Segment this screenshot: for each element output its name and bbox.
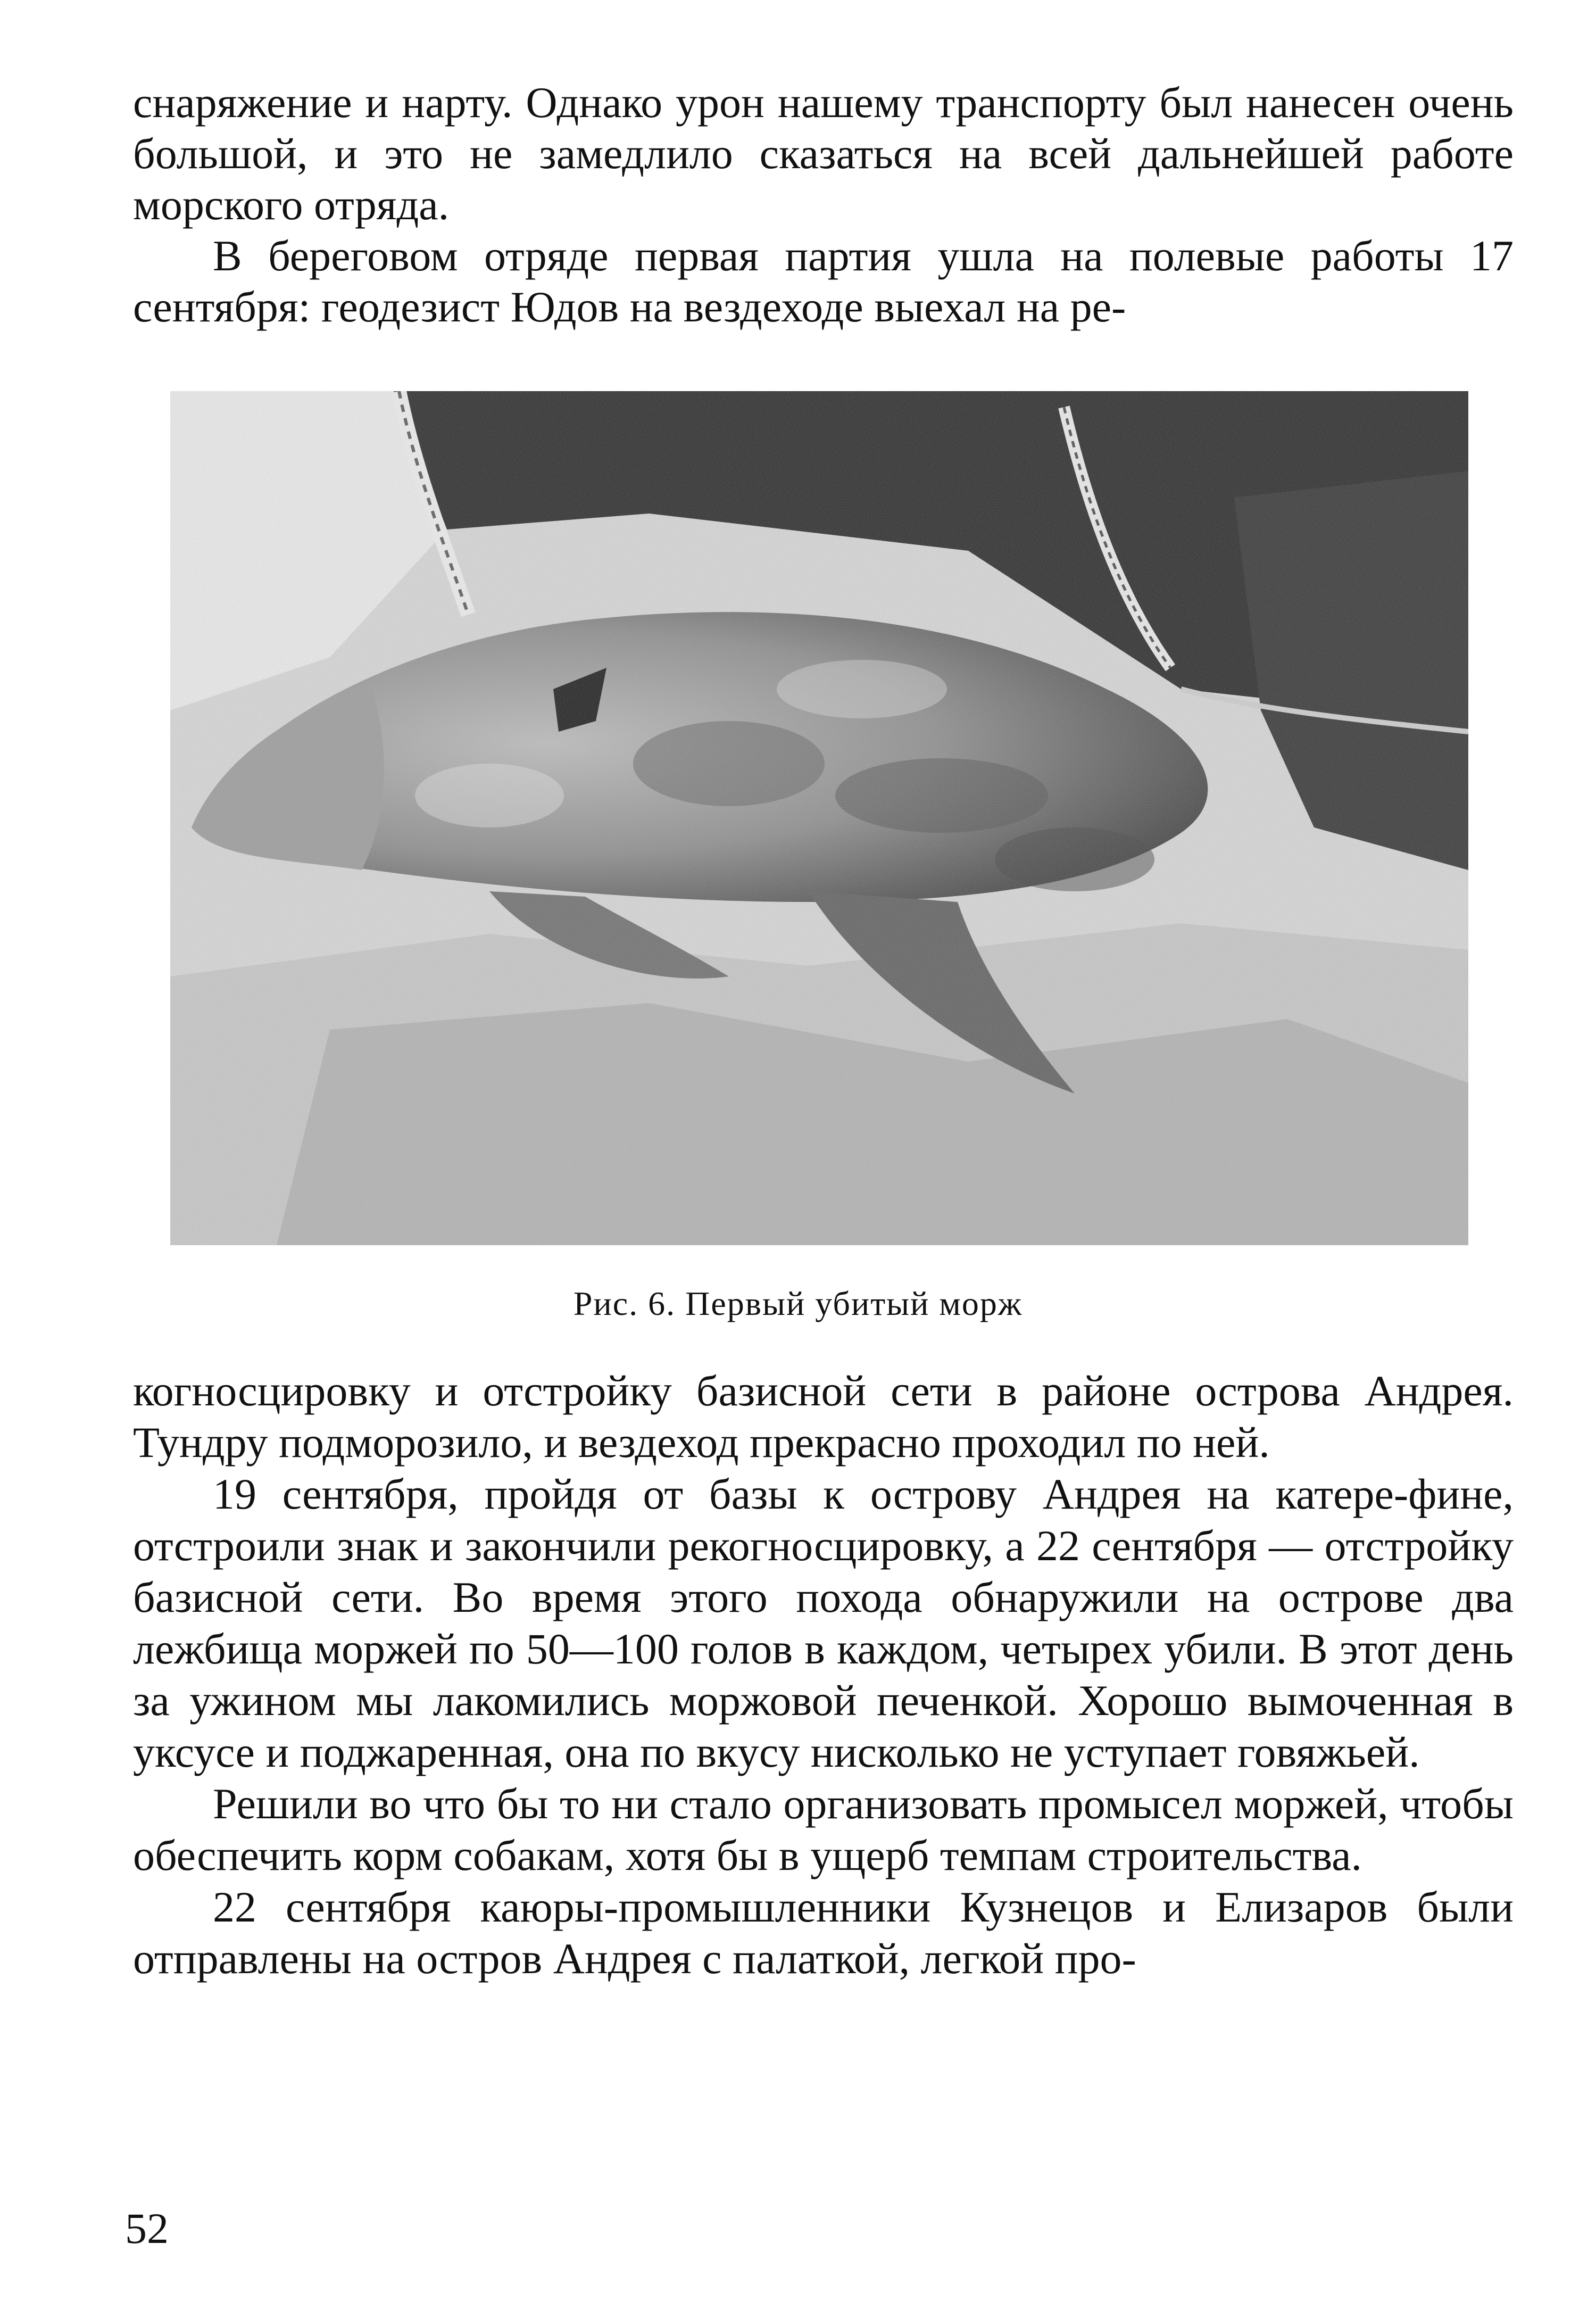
top-text-block: [133, 77, 1514, 333]
paragraph-september-22: 22 сентября каюры-промышленники Кузнецов и Елизаров были отправлены на остров Андрея с палаткой, легкой про-: [133, 1883, 1514, 1983]
figure-caption: Рис. 6. Первый убитый морж: [573, 1285, 1023, 1322]
paragraph-continuation: снаряжение и нарту. Однако урон нашему транспорту был нанесен очень большой, и это не замедлило сказаться на всей дальнейшей работе морского отряда.: [133, 78, 1514, 229]
bottom-text-block: [133, 1365, 1514, 1984]
paragraph-reconnaissance: когносцировку и отстройку базисной сети в районе острова Андрея. Тундру подморозило, и вездеход прекрасно проходил по ней.: [133, 1367, 1514, 1467]
page-number: 52: [125, 2204, 169, 2253]
paragraph-shore-party: В береговом отряде первая партия ушла на полевые работы 17 сентября: геодезист Юдов на вездеходе выехал на ре-: [133, 231, 1514, 331]
paragraph-september-19: 19 сентября, пройдя от базы к острову Андрея на катере-фине, отстроили знак и закончили рекогносцировку, а 22 сентября — отстройку базисной сети. Во время этого похода обнаружили на острове два лежбища моржей по 50—100 голов в каждом, четырех убили. В этот день за ужином мы лакомились моржовой печенкой. Хорошо вымоченная в уксусе и поджаренная, она по вкусу нисколько не уступает говяжьей.: [133, 1470, 1514, 1776]
paragraph-walrus-hunting: Решили во что бы то ни стало организовать промысел моржей, чтобы обеспечить корм собакам, хотя бы в ущерб темпам строительства.: [133, 1779, 1514, 1879]
walrus-photo: [170, 391, 1468, 1245]
